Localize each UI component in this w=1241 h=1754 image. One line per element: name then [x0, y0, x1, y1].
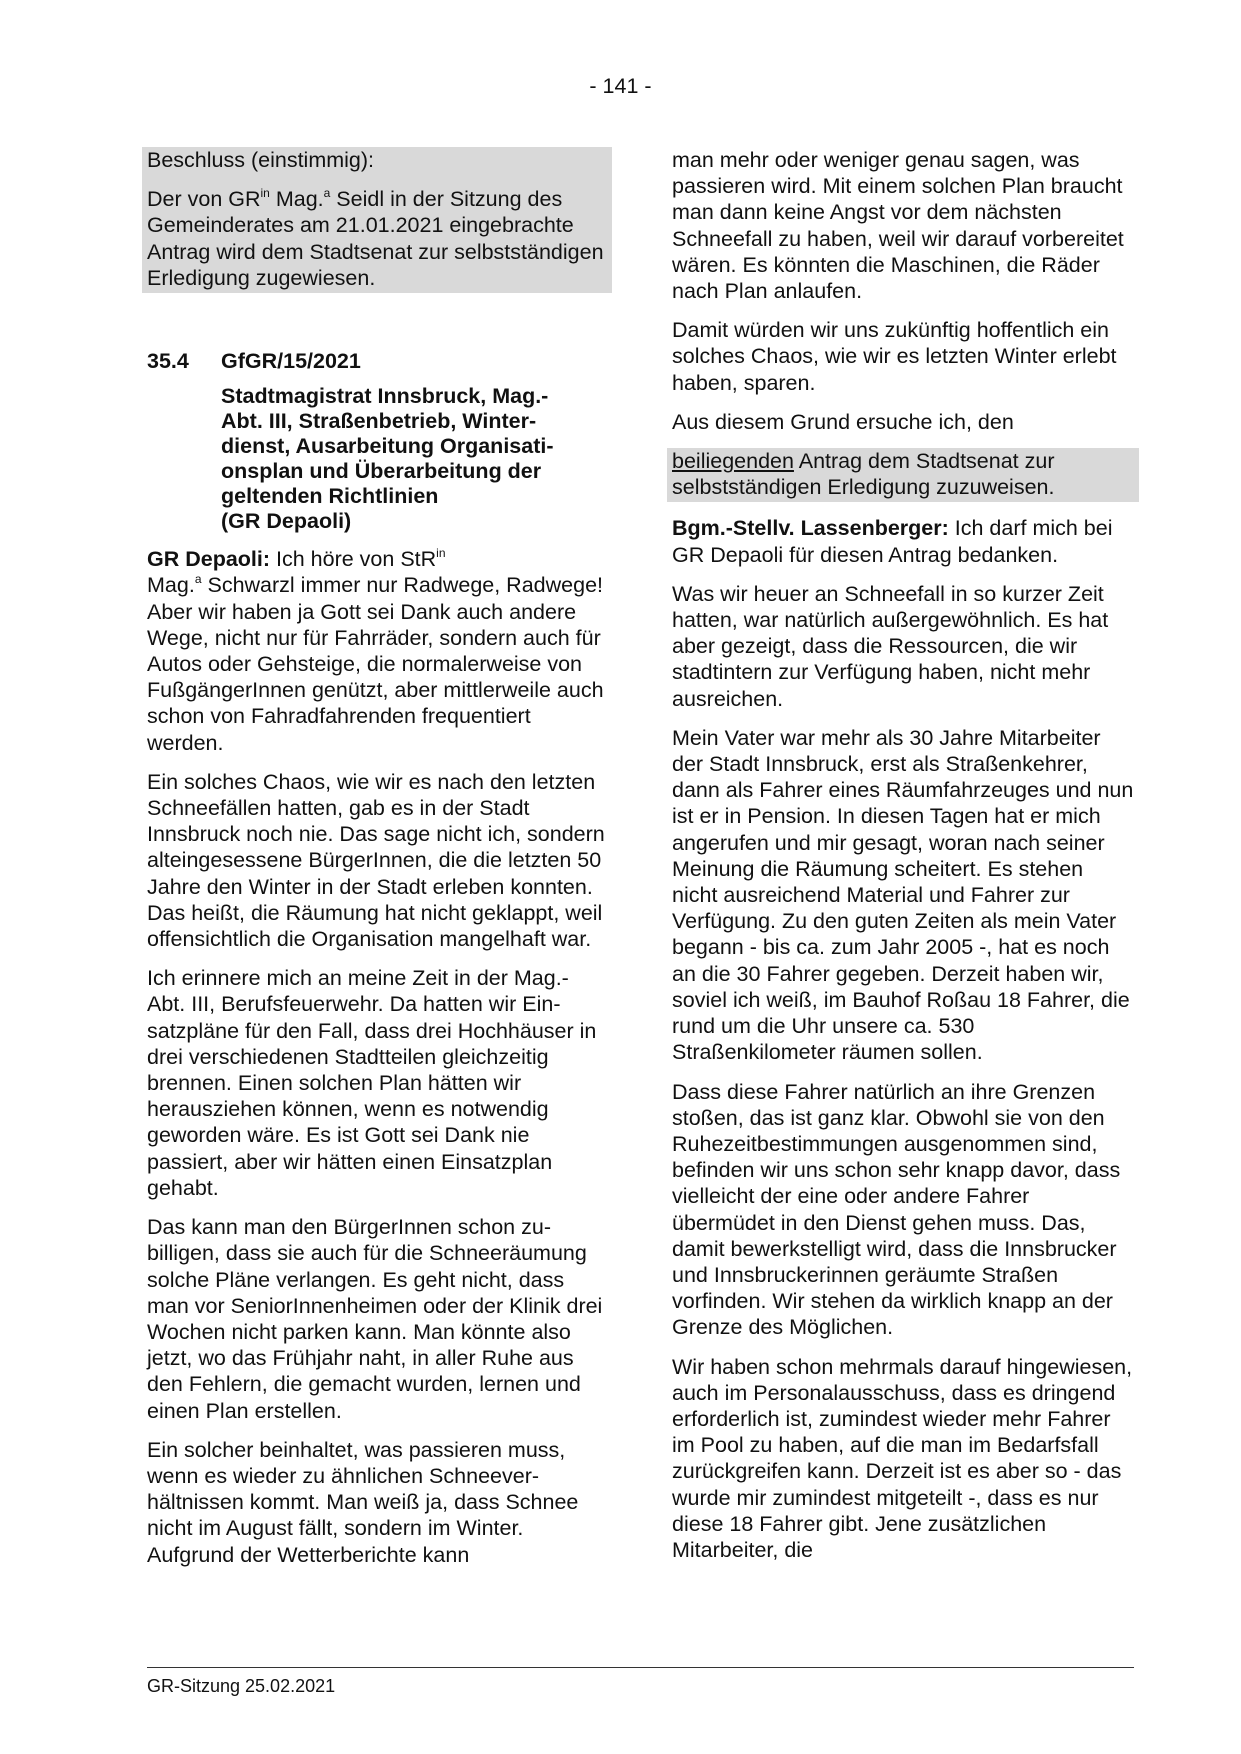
- speech-paragraph: Ich erinnere mich an meine Zeit in der Mag.-Abt. III, Berufsfeuerwehr. Da hatten wir Einsatzpläne für den Fall, dass drei Hochhäuser in drei verschiedenen Stadtteilen gleichzeitig brennen. Einen solchen Plan hätten wir herausziehen können, wenn es notwendig geworden wäre. Es ist Gott sei Dank nie passiert, aber wir hätten einen Einsatzplan gehabt.: [147, 966, 597, 1200]
- motion-request-box: [667, 448, 1139, 502]
- agenda-item-code: GfGR/15/2021: [221, 349, 361, 374]
- resolution-box: [142, 147, 612, 293]
- resolution-label: Beschluss (einstimmig):: [147, 148, 374, 172]
- speech-paragraph: Was wir heuer an Schneefall in so kurzer Zeit hatten, war natürlich außergewöhnlich. Es hat aber gezeigt, dass die Ressourcen, die wir stadtintern zur Verfügung haben, nicht mehr ausreichen.: [672, 581, 1109, 711]
- speech-paragraph: Ein solcher beinhaltet, was passieren muss, wenn es wieder zu ähnlichen Schneeverhältnissen kommt. Man weiß ja, dass Schnee nicht im August fällt, sondern im Winter. Aufgrund der Wetterberichte kann: [147, 1437, 579, 1567]
- speech-paragraph: Ein solches Chaos, wie wir es nach den letzten Schneefällen hatten, gab es in der Stadt Innsbruck noch nie. Das sage nicht ich, sondern alteingesessene BürgerInnen, die die letzten 50 Jahre den Winter in der Stadt erleben konnten. Das heißt, die Räumung hat nicht geklappt, weil offensichtlich die Organisation mangelhaft war.: [147, 769, 605, 952]
- speech-paragraph: Bgm.-Stellv. Lassenberger: Ich darf mich bei GR Depaoli für diesen Antrag bedanken.: [672, 516, 1113, 567]
- speech-paragraph: Mein Vater war mehr als 30 Jahre Mitarbeiter der Stadt Innsbruck, erst als Straßenkehrer, dann als Fahrer eines Räumfahrzeuges und nun ist er in Pension. In diesen Tagen hat er mich angerufen und mir gesagt, woran nach seiner Meinung die Räumung scheitert. Es stehen nicht ausreichend Material und Fahrer zur Verfügung. Zu den guten Zeiten als mein Vater begann - bis ca. zum Jahr 2005 -, hat es noch an die 30 Fahrer gegeben. Derzeit haben wir, soviel ich weiß, im Bauhof Roßau 18 Fahrer, die rund um die Uhr unsere ca. 530 Straßenkilometer räumen sollen.: [672, 725, 1134, 1065]
- agenda-item-heading: [147, 348, 607, 534]
- page-number: - 141 -: [589, 74, 652, 98]
- speech-paragraph: man mehr oder weniger genau sagen, was passieren wird. Mit einem solchen Plan braucht man dann keine Angst vor dem nächsten Schneefall zu haben, weil wir darauf vorbereitet wären. Es könnten die Maschinen, die Räder nach Plan anlaufen.: [672, 148, 1124, 304]
- speaker-name: Bgm.-Stellv. Lassenberger:: [672, 516, 949, 541]
- speech-paragraph: Das kann man den BürgerInnen schon zubilligen, dass sie auch für die Schneeräumung solche Pläne verlangen. Es geht nicht, dass man vor SeniorInnenheimen oder der Klinik drei Wochen nicht parken kann. Man könnte also jetzt, wo das Frühjahr naht, in aller Ruhe aus den Fehlern, die gemacht wurden, lernen und einen Plan erstellen.: [147, 1215, 603, 1423]
- speech-paragraph: Wir haben schon mehrmals darauf hingewiesen, auch im Personalausschuss, dass es dringend erforderlich ist, zumindest wieder mehr Fahrer im Pool zu haben, auf die man im Bedarfsfall zurückgreifen kann. Derzeit ist es aber so - das wurde mir zumindest mitgeteilt -, dass es nur diese 18 Fahrer gibt. Jene zusätzlichen Mitarbeiter, die: [672, 1354, 1133, 1562]
- right-column: [672, 147, 1134, 1576]
- speech-paragraph: GR Depaoli: Ich höre von StR$^{in}$ Mag.$^a$ Schwarzl immer nur Radwege, Radwege! Aber wir haben ja Gott sei Dank auch andere Wege, nicht nur für Fahrräder, sondern auch für Autos oder Gehsteige, die normalerweise von FußgängerInnen genützt, aber mittlerweile auch schon von Fahradfahrenden frequentiert werden.: [147, 546, 604, 755]
- footer-rule: [147, 1667, 1134, 1668]
- agenda-item-title: Stadtmagistrat Innsbruck, Mag.- Abt. III, Straßenbetrieb, Winter- dienst, Ausarbeitung Organisati- onsplan und Überarbeitung der geltenden Richtlinien (GR Depaoli): [221, 384, 554, 534]
- underlined-term: beiliegenden: [672, 449, 794, 474]
- left-column: [147, 147, 607, 1581]
- speech-paragraph: Damit würden wir uns zukünftig hoffentlich ein solches Chaos, wie wir es letzten Winter erlebt haben, sparen.: [672, 318, 1117, 395]
- agenda-item-number: 35.4: [147, 349, 189, 374]
- footer-text: GR-Sitzung 25.02.2021: [147, 1676, 336, 1696]
- motion-request-text: beiliegenden Antrag dem Stadtsenat zur selbstständigen Erledigung zuzuweisen.: [672, 449, 1055, 500]
- resolution-text: Der von $GR^{in}$ Mag.$^a$ Seidl in der Sitzung des Gemeinderates am 21.01.2021 eingebrachte Antrag wird dem Stadtsenat zur selbstständigen Erledigung zugewiesen.: [147, 186, 604, 290]
- speaker-name: GR Depaoli:: [147, 547, 271, 572]
- speech-paragraph: Dass diese Fahrer natürlich an ihre Grenzen stoßen, das ist ganz klar. Obwohl sie von den Ruhezeitbestimmungen ausgenommen sind, befinden wir uns schon sehr knapp davor, dass vielleicht der eine oder andere Fahrer übermüdet in den Dienst gehen muss. Das, damit bewerkstelligt wird, dass die Innsbrucker und Innsbruckerinnen geräumte Straßen vorfinden. Wir stehen da wirklich knapp an der Grenze des Möglichen.: [672, 1079, 1121, 1340]
- speech-paragraph: Aus diesem Grund ersuche ich, den: [672, 409, 1014, 434]
